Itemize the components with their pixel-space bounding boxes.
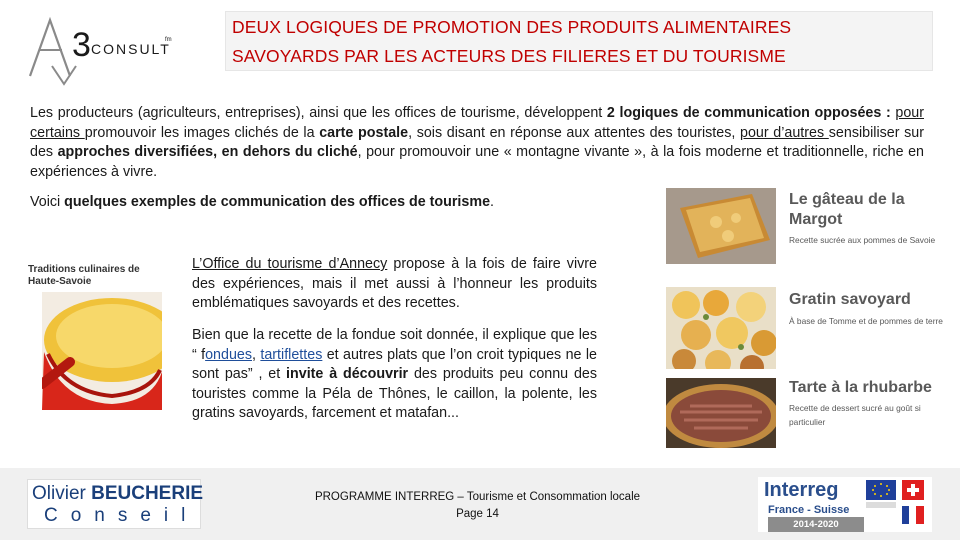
intro-text: sensibiliser sur des	[30, 124, 925, 161]
fondue-photo	[42, 292, 162, 410]
intro-underline-autres: pour d’autres	[740, 124, 829, 141]
interreg-years: 2014-2020	[768, 517, 864, 532]
interreg-country: France - Suisse	[768, 504, 850, 516]
fondue-text: et autres plats que l’on croit typiques ne le sont pas” , et	[192, 346, 597, 383]
a3-consult-logo	[22, 14, 182, 86]
olivier-beucherie-logo	[27, 479, 204, 529]
tarte-rhubarbe-photo	[666, 378, 776, 448]
fondues-link[interactable]: ondues	[205, 346, 253, 363]
beucherie-last: BEUCHERIE	[91, 483, 204, 504]
examples-line	[30, 194, 494, 210]
fondue-paragraph	[192, 326, 597, 424]
title-line-1: DEUX LOGIQUES DE PROMOTION DES PRODUITS ALIMENTAIRES	[232, 17, 792, 37]
annecy-office: L’Office du tourisme d’Annecy	[192, 256, 388, 272]
recipe-desc: À base de Tomme et de pommes de terre	[789, 316, 943, 326]
gratin-savoyard-photo	[666, 287, 776, 369]
fondue-text: ,	[252, 346, 261, 363]
fondue-caption-line: Haute-Savoie	[28, 276, 92, 287]
intro-text: Les producteurs (agriculteurs, entreprises), ainsi que les offices de tourisme, développent	[30, 105, 607, 121]
interreg-word: Interreg	[764, 479, 839, 501]
beucherie-first: Olivier	[32, 483, 92, 504]
intro-text: promouvoir les images clichés de la	[84, 124, 320, 141]
annecy-text: propose à la fois de faire vivre des expériences, mais il met aussi à l’honneur les produits emblématiques savoyards et des recettes.	[192, 256, 597, 312]
intro-bold: 2 logiques de communication opposées :	[606, 105, 891, 121]
svg-text:3: 3	[72, 26, 91, 64]
page-number: Page 14	[456, 508, 499, 520]
examples-text: .	[490, 194, 495, 210]
fondue-bold: invite à découvrir	[286, 366, 409, 383]
fondue-caption-line: Traditions culinaires de	[28, 264, 140, 275]
beucherie-conseil: Conseil	[44, 505, 199, 526]
fondue-caption	[28, 264, 140, 288]
recipe-desc: Recette sucrée aux pommes de Savoie	[789, 235, 936, 245]
examples-bold: quelques exemples de communication des offices de tourisme	[64, 194, 491, 210]
flags-icon	[866, 480, 928, 528]
examples-text: Voici	[30, 194, 65, 210]
title-line-2: SAVOYARDS PAR LES ACTEURS DES FILIERES ET DU TOURISME	[232, 46, 786, 66]
intro-bold-approches: approches diversifiées, en dehors du cliché	[57, 144, 358, 161]
svg-text:fm: fm	[165, 37, 172, 43]
beucherie-name	[32, 483, 203, 505]
intro-underline-certains: pour certains	[30, 105, 924, 141]
intro-text: , pour promouvoir une « montagne vivante », à la fois moderne et traditionnelle, riche en expériences à vivre.	[30, 144, 924, 180]
interreg-logo	[758, 477, 932, 532]
fondue-text: des produits peu connu des touristes comme la Péla de Thônes, le caillon, la polente, les gratins savoyards, farcement et matafan...	[192, 366, 598, 422]
recipe-title: Le gâteau de la Margot	[789, 191, 905, 228]
recipe-desc: Recette de dessert sucré au goût si particulier	[789, 403, 921, 427]
page-title	[225, 11, 933, 71]
gateau-margot-photo	[666, 188, 776, 264]
intro-text: , sois disant en réponse aux attentes des touristes,	[408, 124, 740, 141]
recipe-title: Gratin savoyard	[789, 291, 911, 308]
svg-text:CONSULT: CONSULT	[91, 41, 171, 57]
fondue-text: Bien que la recette de la fondue soit donnée, il explique que les “ f	[192, 327, 597, 363]
annecy-paragraph	[192, 255, 597, 314]
intro-paragraph	[30, 104, 924, 182]
program-title: PROGRAMME INTERREG – Tourisme et Consommation locale	[314, 491, 641, 503]
tartiflettes-link[interactable]: tartiflettes	[260, 346, 323, 363]
recipe-title: Tarte à la rhubarbe	[789, 379, 932, 396]
program-footer	[305, 489, 650, 523]
intro-bold-carte: carte postale	[319, 124, 409, 141]
